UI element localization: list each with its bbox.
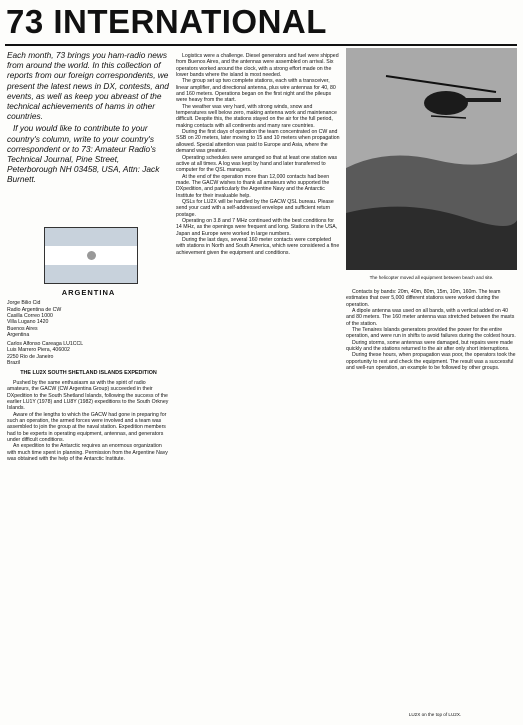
body-paragraph: A dipole antenna was used on all bands, with a vertical added on 40 and 80 meters. The 160 meter antenna was stretched between the masts of the station. [346,308,515,327]
intro-text [7,50,170,185]
correspondent-address: Jorge Bilio Cid Radio Argentina de CW Casilla Correo 1000 Villa Lugano 1420 Buenos Aires Argentina Carlos Alfonso Careaga LU1CCL Luis Marrero Piera, 406002 2250 Rio de Janeiro Brazil [7,300,84,367]
title-rule [5,44,517,46]
body-paragraph: During these hours, when propagation was poor, the operators took the opportunity to rest and check the equipment. The result was a successful and well-run operation, an example to be followed by other groups. [346,352,516,372]
body-paragraph: During the first days of operation the team concentrated on CW and SSB on 20 meters, later moving to 15 and 10 meters when propagation allowed. Special attention was paid to Europe and Asia, where the demand was greatest. [176,129,340,155]
intro-paragraph: If you would like to contribute to your country's column, write to your country's correspondent or to 73: Amateur Radio's Technical Journal, Pine Street, Peterborough NH 03458, USA, Attn: Jack Burnett. [7,123,160,185]
body-paragraph: Pushed by the same enthusiasm as with the spirit of radio amateurs, the GACW (CW Argentina Group) succeeded in their DXpedition to the South Shetland Islands, following the success of the earlier LU1Y (1978) and LU8Y (1982) expeditions to the South Orkney Islands. [7,379,169,412]
article-subhead: THE LU2X SOUTH SHETLAND ISLANDS EXPEDITION [20,370,157,377]
helicopter-icon [346,48,517,270]
intro-paragraph: Each month, 73 brings you ham-radio news from around the world. In this collection of reports from our foreign correspondents, we present the latest news in DX, contests, and events, as well as keep you abreast of the technical achievements of hams in other countries. [7,50,169,122]
country-name: ARGENTINA [61,290,116,297]
body-paragraph: Operating on 3.8 and 7 MHz continued with the best conditions for 14 MHz, as the openings were frequent and long. Stations in the USA, Japan and Europe were worked in large numbers. [176,217,338,237]
column-3 [346,289,516,712]
argentina-flag-icon [44,227,138,284]
body-paragraph: The weather was very hard, with strong winds, snow and temperatures well below zero, making antenna work and maintenance difficult. Despite this, the stations stayed on the air for the full period, making contacts with all continents and many rare countries. [176,103,337,129]
body-paragraph: An expedition to the Antarctic requires an enormous organization with much time spent in planning. Permission from the Argentine Navy was obtained with the help of the Antarctic Institute. [7,443,168,462]
photo-caption: LU2X on the top of LU2X. [408,712,462,717]
body-paragraph: The Tenaires Islands generators provided the power for the entire operation, and were run in shifts to avoid failures during the coldest hours. [346,327,516,340]
column-2 [176,53,341,722]
body-paragraph: During storms, some antennas were damaged, but repairs were made quickly and the stations returned to the air after only short interruptions. [346,339,513,353]
column-1 [7,290,170,722]
body-paragraph: Operating schedules were arranged so that at least one station was active at all times. A log was kept by hand and later transferred to computer for the QSL managers. [176,154,338,174]
photo-caption: The helicopter moved all equipment between beach and site. [369,275,494,280]
page-title: 73 INTERNATIONAL [6,3,327,40]
body-paragraph: During the last days, several 160 meter contacts were completed with stations in North and South America, which were considered a fine achievement given the equipment and conditions. [176,236,340,256]
helicopter-photo [346,48,517,270]
body-paragraph: Logistics were a challenge. Diesel generators and fuel were shipped from Buenos Aires, and the antennas were assembled on arrival. Six operators worked around the clock, with a strong effort made on the lower bands where the island is most needed. [176,53,339,79]
body-paragraph: QSLs for LU2X will be handled by the GACW QSL bureau. Please send your card with a self-addressed envelope and sufficient return postage. [176,198,334,218]
body-paragraph: Aware of the lengths to which the GACW had gone in preparing for such an operation, the armed forces were involved and a team was assembled to join the group at the naval station. Expedition members had to be experts in operating equipment, antennas, and generators under difficult conditions. [7,411,167,443]
body-paragraph: Contacts by bands: 20m, 40m, 80m, 15m, 10m, 160m. The team estimates that over 5,000 different stations were worked during the operation. [346,289,501,308]
body-paragraph: The group set up two complete stations, each with a transceiver, linear amplifier, and directional antenna, plus wire antennas for 40, 80 and 160 meters. Operations began on the first night and the pileups were heavy from the start. [176,78,336,104]
body-paragraph: At the end of the operation more than 12,000 contacts had been made. The GACW wishes to thank all amateurs who supported the DXpedition, and particularly the Argentine Navy and the Antarctic Institute for their invaluable help. [176,173,330,199]
